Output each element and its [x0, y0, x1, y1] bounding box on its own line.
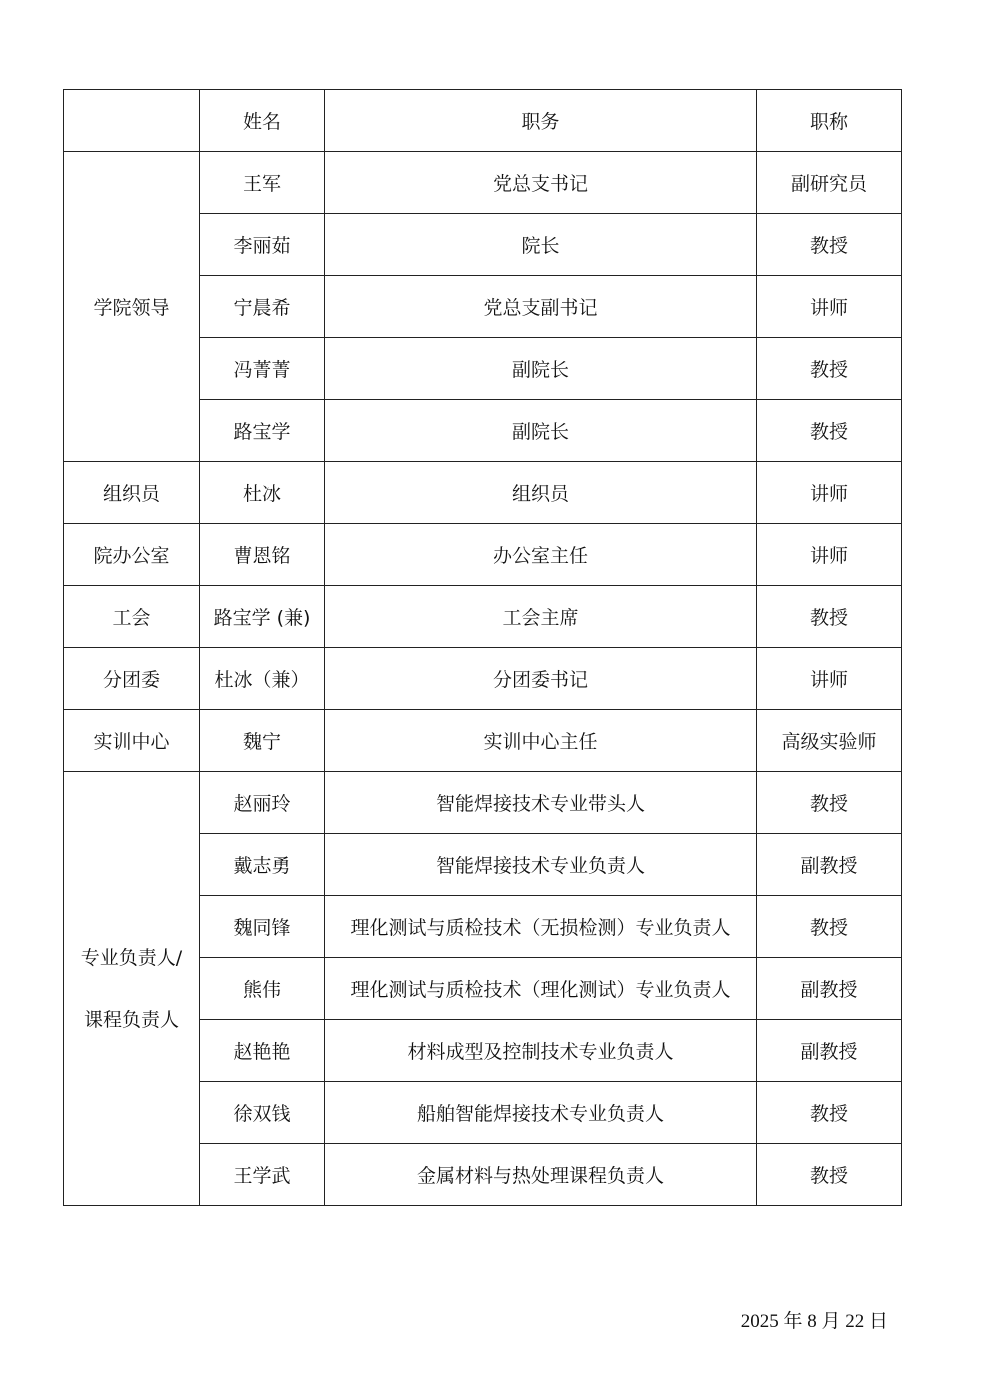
- cell-name: 赵艳艳: [200, 1020, 325, 1082]
- cell-name: 冯菁菁: [200, 338, 325, 400]
- table-row: [64, 648, 902, 710]
- cell-name: 曹恩铭: [200, 524, 325, 586]
- table-row: [64, 524, 902, 586]
- cell-name: 杜冰: [200, 462, 325, 524]
- cell-position: 办公室主任: [325, 524, 757, 586]
- group-label-cell: 实训中心: [64, 710, 200, 772]
- cell-name: 魏同锋: [200, 896, 325, 958]
- group-label-cell: 分团委: [64, 648, 200, 710]
- group-label-cell: 组织员: [64, 462, 200, 524]
- group-label-line: 课程负责人: [83, 1008, 179, 1031]
- header-blank: [64, 90, 200, 152]
- cell-title: 副教授: [757, 958, 902, 1020]
- table-header-row: [64, 90, 902, 152]
- cell-position: 金属材料与热处理课程负责人: [325, 1144, 757, 1206]
- cell-position: 智能焊接技术专业负责人: [325, 834, 757, 896]
- group-label-cell: 学院领导: [64, 152, 200, 462]
- table-row: [64, 152, 902, 214]
- document-date: 2025 年 8 月 22 日: [740, 1311, 888, 1332]
- cell-title: 教授: [757, 1144, 902, 1206]
- cell-title: 副教授: [757, 1020, 902, 1082]
- cell-position: 组织员: [325, 462, 757, 524]
- cell-name: 宁晨希: [200, 276, 325, 338]
- cell-position: 船舶智能焊接技术专业负责人: [325, 1082, 757, 1144]
- cell-title: 教授: [757, 772, 902, 834]
- cell-name: 杜冰（兼）: [200, 648, 325, 710]
- cell-position: 智能焊接技术专业带头人: [325, 772, 757, 834]
- table-row: [64, 772, 902, 834]
- cell-title: 副教授: [757, 834, 902, 896]
- header-title: 职称: [757, 90, 902, 152]
- cell-name: 路宝学: [200, 400, 325, 462]
- group-label-line: 专业负责人/: [80, 946, 183, 969]
- staff-table-body: [64, 90, 902, 1206]
- cell-name: 王军: [200, 152, 325, 214]
- cell-title: 讲师: [757, 462, 902, 524]
- cell-name: 戴志勇: [200, 834, 325, 896]
- cell-title: 讲师: [757, 276, 902, 338]
- cell-title: 副研究员: [757, 152, 902, 214]
- cell-name: 王学武: [200, 1144, 325, 1206]
- cell-position: 实训中心主任: [325, 710, 757, 772]
- cell-title: 教授: [757, 586, 902, 648]
- cell-title: 讲师: [757, 648, 902, 710]
- cell-position: 院长: [325, 214, 757, 276]
- cell-name: 赵丽玲: [200, 772, 325, 834]
- cell-position: 副院长: [325, 400, 757, 462]
- staff-table: [63, 89, 902, 1206]
- cell-title: 教授: [757, 214, 902, 276]
- group-label-cell: 院办公室: [64, 524, 200, 586]
- cell-title: 教授: [757, 896, 902, 958]
- cell-name: 李丽茹: [200, 214, 325, 276]
- cell-title: 教授: [757, 400, 902, 462]
- cell-position: 理化测试与质检技术（无损检测）专业负责人: [325, 896, 757, 958]
- group-label-cell: 工会: [64, 586, 200, 648]
- cell-title: 讲师: [757, 524, 902, 586]
- cell-name: 魏宁: [200, 710, 325, 772]
- table-row: [64, 586, 902, 648]
- cell-title: 高级实验师: [757, 710, 902, 772]
- cell-position: 党总支书记: [325, 152, 757, 214]
- cell-title: 教授: [757, 1082, 902, 1144]
- cell-name: 路宝学 (兼): [200, 586, 325, 648]
- table-row: [64, 462, 902, 524]
- cell-position: 材料成型及控制技术专业负责人: [325, 1020, 757, 1082]
- cell-name: 徐双钱: [200, 1082, 325, 1144]
- cell-position: 理化测试与质检技术（理化测试）专业负责人: [325, 958, 757, 1020]
- cell-position: 党总支副书记: [325, 276, 757, 338]
- header-name: 姓名: [200, 90, 325, 152]
- table-row: [64, 710, 902, 772]
- cell-position: 副院长: [325, 338, 757, 400]
- cell-position: 分团委书记: [325, 648, 757, 710]
- group-label-cell: [64, 772, 200, 1206]
- header-position: 职务: [325, 90, 757, 152]
- cell-name: 熊伟: [200, 958, 325, 1020]
- cell-title: 教授: [757, 338, 902, 400]
- cell-position: 工会主席: [325, 586, 757, 648]
